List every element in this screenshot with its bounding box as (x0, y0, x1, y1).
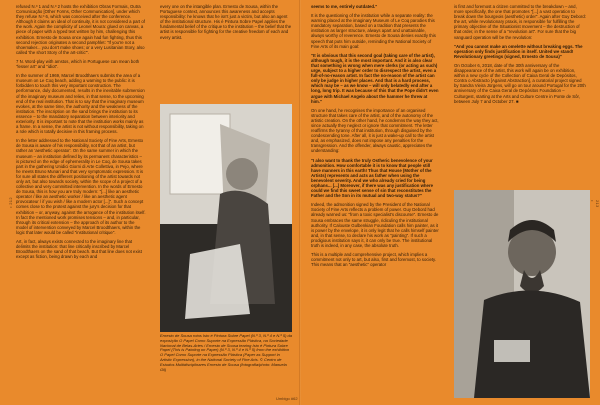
photo-illustration (160, 104, 292, 332)
paragraph: is first and foremost a citizen committed to the breakdown – and, more specifically, the one that promotes "[...] a vast operation to break down the bourgeois (aesthetic) order". Again after Guy Debord: the art, while revolutionary praxis, is responsible for fulfilling the primary objective of the Situationist movement – the destruction of that order, in the sense of a "revolution art". For sure that the big vanguard operation will be the revolution: (454, 4, 586, 40)
block-quote: "And you cannot make an omelette without breaking eggs. The operation only finds justification in itself. United we stand! Revolutionary greetings (signed, Ernesto de Sousa)" (454, 43, 583, 59)
paragraph: In the summer of 1969, Marcel Broodthaers submits the area of a museum on Le Coq beach, adding a warning to the public: it is forbidden to touch this very important construction. The performance, duly documented, results in the inevitable submersion of the imaginary museum and relies, in that sense, to the upcoming end of the real institution. That is to say that the imaginary museum evokes, at the same time, the authority and the weakness of the institution. The inscription on the sand brings the institution to its essence – to the mandatory separation between interiority and exteriority. It is important to note that the institution works mainly as a frame. In a sense, the artist is not without responsibility, taking on a role which is totally decisive in this framing process. (16, 73, 145, 135)
page-number-right: 213 • (590, 200, 600, 208)
spine-gutter (299, 0, 301, 405)
paragraph: Art, in fact, always exists connected to the imaginary line that delimits the institution: that line critically inscribed by Marcel Broodthaers on the sand of that beach. But that line does not exist except as fiction, being drawn by each and (16, 239, 142, 260)
block-quote: "It is obvious that this second goal (taking care of the artist), although tough, it is the most important. And it is also clear that something is wrong when mere clerks (or acting as such) urge, subject to a higher order to disrespect the artist, even a full-of-no-reason artist. In fact the no-reason of the artist can only be judge in higher places. And that is a hard process, which may be – as we know – will only belatedly end after a long, long trip. It was because of this that the Pope didn't even argue with Michael Angelo about the hammer he threw at him." (311, 52, 439, 104)
paragraph: This is a multiple and comprehensive project, which implies a commitment not only to art, but also, first and foremost, to society. This means that an "aesthetic" operator (311, 252, 437, 268)
quote-continuation: seems to me, entirely outdated." (311, 4, 378, 9)
text-column-1 (16, 4, 146, 263)
text-column-3 (311, 4, 439, 271)
paragraph: refused N.º 1 and N.º 2 hosts the exhibition Obras Formais, Outra Comunicação [Other Forms, Other Communication], under which they refuse N.º 6, which was conceived after the conference. Although it claims an ideal of continuity, it is not considered a part of the work. Again the complicity of Leonel Moura: glued on canvas, a piece of paper with a typed text written by him, challenging this exhibition. Ernesto de Sousa once again had fun fighting, thus this second rejection originates a second pamphlet: "If you're not a shoemaker... you don't make shoes; or a very Lusitanian Story, also called 'the short Story of the art-critic'". (16, 4, 145, 55)
page-footer: Umbigo #62 (276, 396, 298, 401)
paragraph: On one hand, he recognises the importance of an organised structure that takes care of the artist, and of the autonomy of the artistic creation. On the other hand, he condemns the way they act, since actually they neglect or ignore that commitment. The letter reaffirms the tyranny of that institution, through disguised by the condescending tone. After all, it is just a wake-up call to the artist and, as emphasized, does not impose any penalties for the transgression. And the offender, always caustic, appreciates the understanding: (311, 107, 439, 154)
photo-caption: Ernesto de Sousa rotos Isto é Pintura Sobre Papel (N.º 3, N.º 4 e N.º 5) da exposição O Papel Como Suporte na Expressão Plástica, na Sociedade Nacional de Belas-Artes / Ernesto de Sousa tearing Isto é Pintura Sobre Papel (This is Painting on Paper) (N.º 3, N.º 4 e N.º 5) from the exhibition O Papel Como Suporte na Expressão Plástica (Paper as Support in Artistic Expression), in the National Society of Fine Arts. © Centro de Estudos Multidisciplinares Ernesto de Sousa (fotografia/photo: Manuela Gil) (160, 333, 293, 372)
page-number-left: • 212 (7, 197, 13, 208)
footnote: 7 N. Word-play with amstos, which in Portuguese can mean both "lesser art" and "idiot". (16, 58, 140, 70)
text-column-4 (454, 4, 586, 108)
block-quote: "I also want to thank the truly Ostheric benevolence of your admonition. How comfortable it is to know that people still have manners in this earth! Thus that House (Mother of the Artists) represents and acts as father when using the benevolent severity. And we who already cried for being orphans... [...] Moreover, if there was any justification where could we find this sweet sense of sin that reconstitutes the Father and the Son in its mutual and two-way status?" (311, 157, 434, 199)
paragraph: every one on the intangible plan. Ernesto de Sousa, within the Portuguese context, announces this awareness and accepts responsibility: he knows that he isn't just a victim, but also an agent of the institutional structure. His é Pintura Sobre Papel applies the fundamental belief of the critique to the institution – the belief that the artist is responsible for fighting for the creative freedom of each and every artist. (160, 4, 292, 40)
photo-artist-tearing-painting (160, 104, 292, 332)
paragraph: Indeed, the admonition signed by the President of the National Society of Fine Arts reflects a problem of power. Guy Debord had already warned us: "from a toxic specialist's discourse". Ernesto de Sousa embraces the same struggle, ridiculing the institutional authority. If Calouste Gulbenkian Foundation calls him painter, as it is power by the envelope, it is only legit that he calls himself painter and, in that sense, to declare his work as "painting". If such a prodigious institution says it, it can only be true. The institutional truth is indeed, in any case, the absolute truth. (311, 202, 439, 249)
portrait-illustration (454, 190, 590, 398)
paragraph: On October 6, 2018, date of the 30th anniversary of the disappearance of the artist, this work will again be on exhibition, within a new cycle of the Collection of Caixa Geral de Depósitos, Contra o Abstracto [Against Abstraction], a curatorial project signed by Sandra Vieira Jürgens, will go on tour around Portugal for the 20th anniversary of the Caixa Geral de Depósitos Foundation – Culturgest, starting at the Arts and Culture Centre in Ponte de Sôr, between July 7 and October 27. ■ (454, 62, 586, 104)
paragraph: It is the questioning of the institution while a separate reality: the warning placed at the imaginary Museum of Le Coq parodies this mandatory separation, based on a tradition that presents the institution as larger structure, always apart and unattainable, always worthy of reverence. Ernesto de Sousa denies exactly this speech that puts him outside, reminding the National Society of Fine Arts of its main goal: (311, 13, 436, 49)
paragraph: In the letter addressed to the National Society of Fine Arts, Ernesto de Sousa is aware of his responsibility, not that of an artist, but rather an 'aesthetic operator'. On the same summer in which the museum – an institution defined by its permanent characteristics – is pictured on the edge of ephemerality in Le Coq, de Sousa takes part in the gathering Unidici Giorni di Arte Collettiva, in Pejo, where he meets Bruno Munari and that very symptomatic expression. It is for sure all states the different positioning of the artist towards not only art, but also towards society, within the scope of a project of a collective and very committed intervention. In the words of Ernesto de Sousa, this is how you are truly modern: "[...] like an aesthetic operator / like an aesthetic worker / like an aesthetic agent provocateur / if you wish / like a modern actor [...]". Such a concept comes close to the protest against the jury's decision for that exhibition – or, anyway, against the arrogance of the institution itself. In fact the mentioned work promises tensions – and, in particular, through its critical extension – the approach of its author to the model of intervention conveyed by Marcel Broodthaers, within the logic that later would be called "institutional critique". (16, 138, 146, 235)
photo-portrait-ernesto-de-sousa (454, 190, 590, 398)
text-column-2 (160, 4, 292, 44)
